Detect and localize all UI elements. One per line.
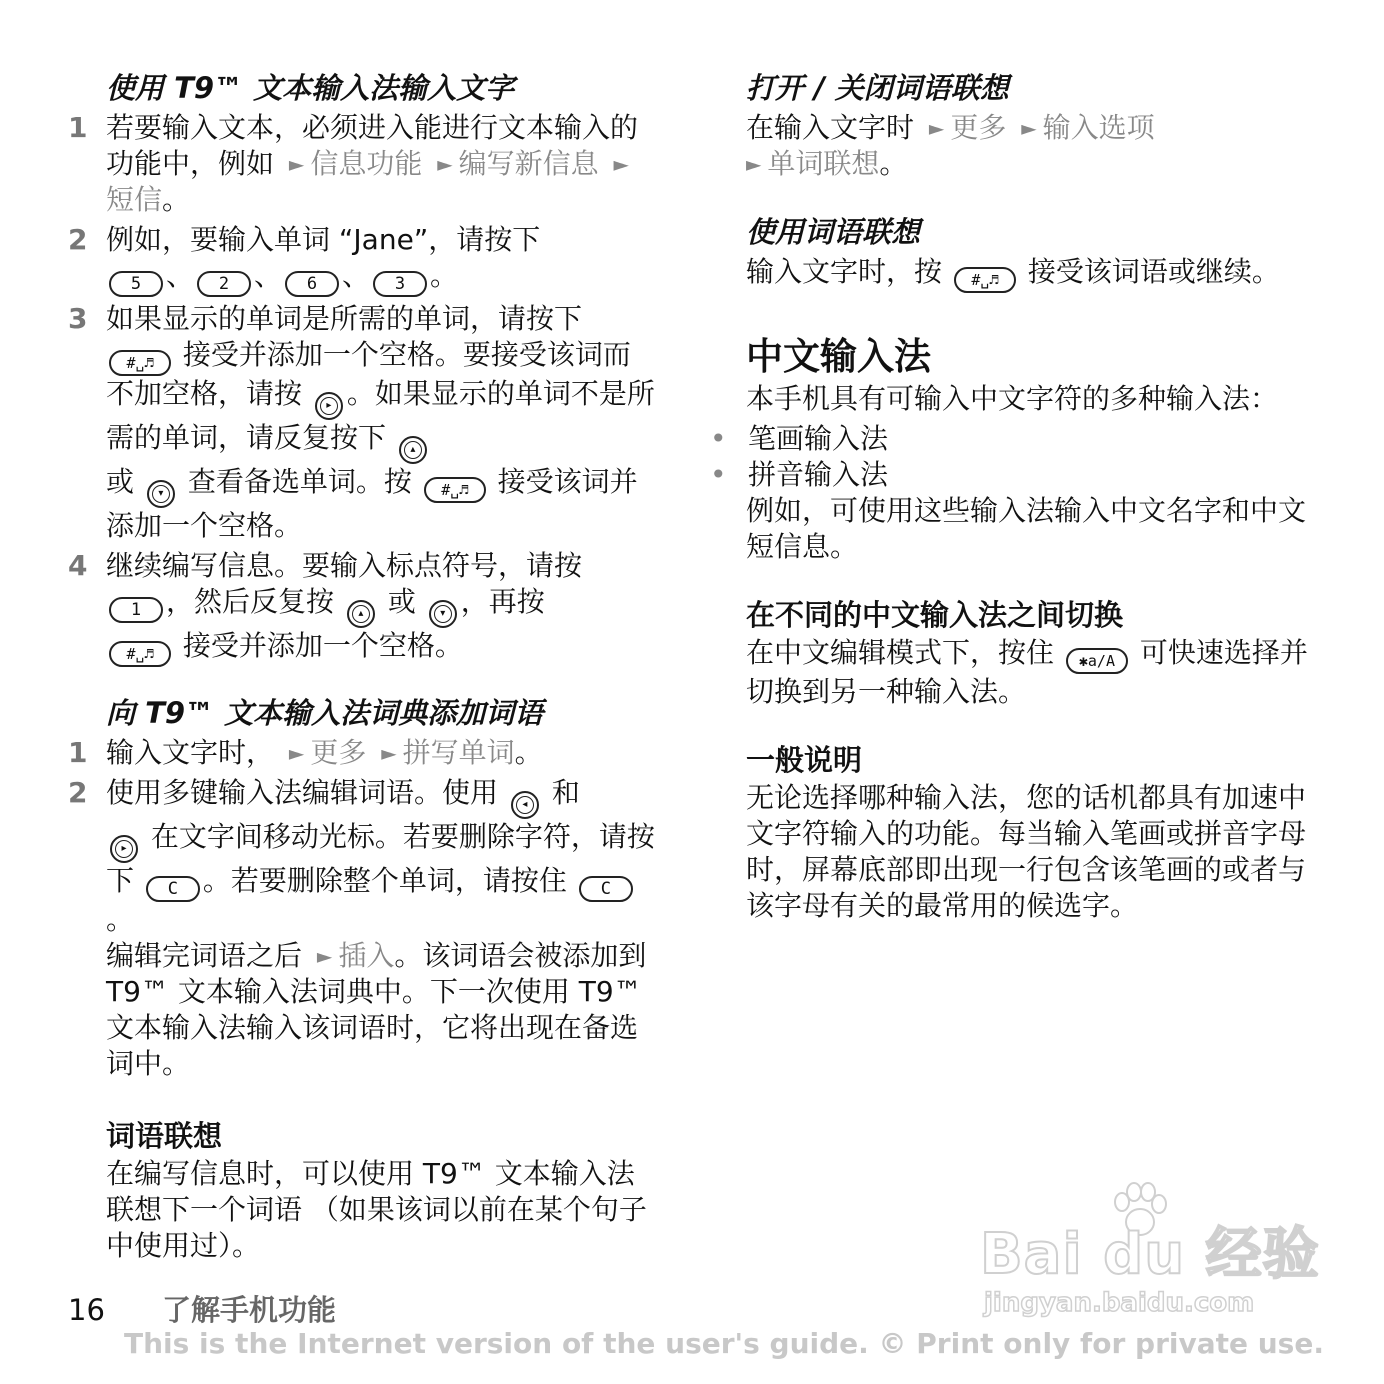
paragraph: 在编写信息时，可以使用 T9™ 文本输入法联想下一个词语 （如果该词以前在某个句子中使用过）。: [106, 1157, 647, 1262]
key-3-icon: 3: [373, 271, 427, 297]
menu-path-item: 单词联想: [767, 147, 880, 180]
footer-section-title: 了解手机功能: [162, 1293, 337, 1327]
nav-right-icon: ▸: [110, 835, 138, 863]
page-number: 16: [68, 1293, 105, 1327]
list-item: 1 若要输入文本，必须进入能进行文本输入的功能中，例如 ► 信息功能 ► 编写新信息 ►短信。: [68, 111, 639, 216]
key-5-icon: 5: [109, 271, 163, 297]
menu-path-item: 信息功能: [310, 147, 423, 180]
clear-key-icon: C: [146, 876, 200, 902]
paragraph: 例如，可使用这些输入法输入中文名字和中文短信息。: [746, 494, 1307, 563]
nav-up-icon: ▴: [347, 600, 375, 628]
paragraph: 无论选择哪种输入法，您的话机都具有加速中文字符输入的功能。每当输入笔画或拼音字母时，屏幕底部即出现一行包含该笔画的或者与该字母有关的最常用的候选字。: [746, 781, 1307, 922]
section-title-add-word: 向 T9™ 文本输入法词典添加词语: [106, 696, 544, 730]
menu-path-item: 更多: [950, 111, 1007, 144]
list-item: • 笔画输入法: [710, 422, 889, 455]
section-title-use-prediction: 使用词语联想: [746, 215, 921, 249]
nav-right-icon: ▸: [315, 392, 343, 420]
section-title-chinese-input: 中文输入法: [746, 335, 931, 378]
arrow-icon: ►: [1021, 116, 1037, 140]
nav-down-icon: ▾: [429, 600, 457, 628]
watermark-url: jingyan.baidu.com: [984, 1288, 1255, 1318]
key-1-icon: 1: [109, 597, 163, 623]
left-column: [68, 68, 658, 1264]
list-item: 1 输入文字时， ► 更多 ► 拼写单词。: [68, 736, 543, 769]
list-item: • 拼音输入法: [710, 458, 889, 491]
menu-path-item: 输入选项: [1042, 111, 1155, 144]
key-6-icon: 6: [285, 271, 339, 297]
list-item: 2 使用多键输入法编辑词语。使用 ◂ 和 ▸ 在文字间移动光标。若要删除字符，请按下 C 。若要删除整个单词，请按住 C。 编辑完词语之后 ► 插入。该词语会被添加到 T9™ 文本输入法词典中。下一次使用 T9™ 文本输入法输入该词语时，它将出现在备选词中。: [68, 776, 655, 1080]
menu-path-item: 短信: [106, 183, 163, 216]
hash-key-icon: #␣♬: [954, 267, 1016, 293]
section-title-general-notes: 一般说明: [746, 743, 863, 777]
arrow-icon: ►: [437, 152, 453, 176]
hash-key-icon: #␣♬: [109, 641, 171, 667]
menu-path-item: 编写新信息: [458, 147, 599, 180]
watermark-logo: Bai du 经验: [980, 1222, 1320, 1287]
bullet-list: [708, 421, 1318, 493]
right-column: [708, 68, 1318, 924]
list-item: 3 如果显示的单词是所需的单词，请按下 #␣♬ 接受并添加一个空格。要接受该词而不加空格，请按 ▸ 。如果显示的单词不是所需的单词，请反复按下 ▴ 或 ▾ 查看备选单词。按 #␣♬ 接受该词并添加一个空格。: [68, 302, 655, 542]
hash-key-icon: #␣♬: [424, 477, 486, 503]
arrow-icon: ►: [928, 116, 945, 140]
nav-up-icon: ▴: [399, 436, 427, 464]
arrow-icon: ►: [288, 152, 305, 176]
clear-key-icon: C: [579, 876, 633, 902]
paragraph: 在输入文字时 ► 更多 ► 输入选项 ► 单词联想。: [746, 111, 1155, 180]
nav-left-icon: ◂: [511, 791, 539, 819]
paragraph: 输入文字时，按 #␣♬ 接受该词语或继续。: [746, 254, 1318, 293]
bullet-icon: •: [710, 458, 727, 491]
arrow-icon: ►: [288, 741, 305, 765]
paragraph: 在中文编辑模式下，按住 ✱a/A 可快速选择并切换到另一种输入法。: [746, 636, 1308, 708]
menu-path-item: 拼写单词: [402, 736, 515, 769]
paragraph: 本手机具有可输入中文字符的多种输入法：: [746, 382, 1279, 415]
menu-path-item: 更多: [310, 736, 367, 769]
baidu-watermark: [980, 1180, 1320, 1330]
section-title-switch-input: 在不同的中文输入法之间切换: [746, 598, 1124, 632]
star-key-icon: ✱a/A: [1066, 648, 1128, 674]
hash-key-icon: #␣♬: [109, 350, 171, 376]
section-title-t9-input: 使用 T9™ 文本输入法输入文字: [106, 71, 515, 105]
section-title-toggle-prediction: 打开 / 关闭词语联想: [746, 71, 1009, 105]
bullet-icon: •: [710, 422, 727, 455]
key-2-icon: 2: [197, 271, 251, 297]
arrow-icon: ►: [746, 152, 762, 176]
arrow-icon: ►: [381, 741, 397, 765]
menu-path-item: 插入: [338, 939, 395, 972]
section-title-word-prediction: 词语联想: [106, 1119, 223, 1153]
nav-down-icon: ▾: [147, 480, 175, 508]
arrow-icon: ►: [316, 944, 333, 968]
list-item: 4 继续编写信息。要输入标点符号，请按 1 ，然后反复按 ▴ 或 ▾ ，再按 #␣♬ 接受并添加一个空格。: [68, 548, 658, 667]
list-item: 2 例如，要输入单词 “Jane”，请按下 5 、 2 、 6 、 3 。: [68, 222, 658, 297]
footer-note: This is the Internet version of the user's guide. © Print only for private use.: [124, 1327, 1324, 1360]
arrow-icon: ►: [613, 152, 629, 176]
